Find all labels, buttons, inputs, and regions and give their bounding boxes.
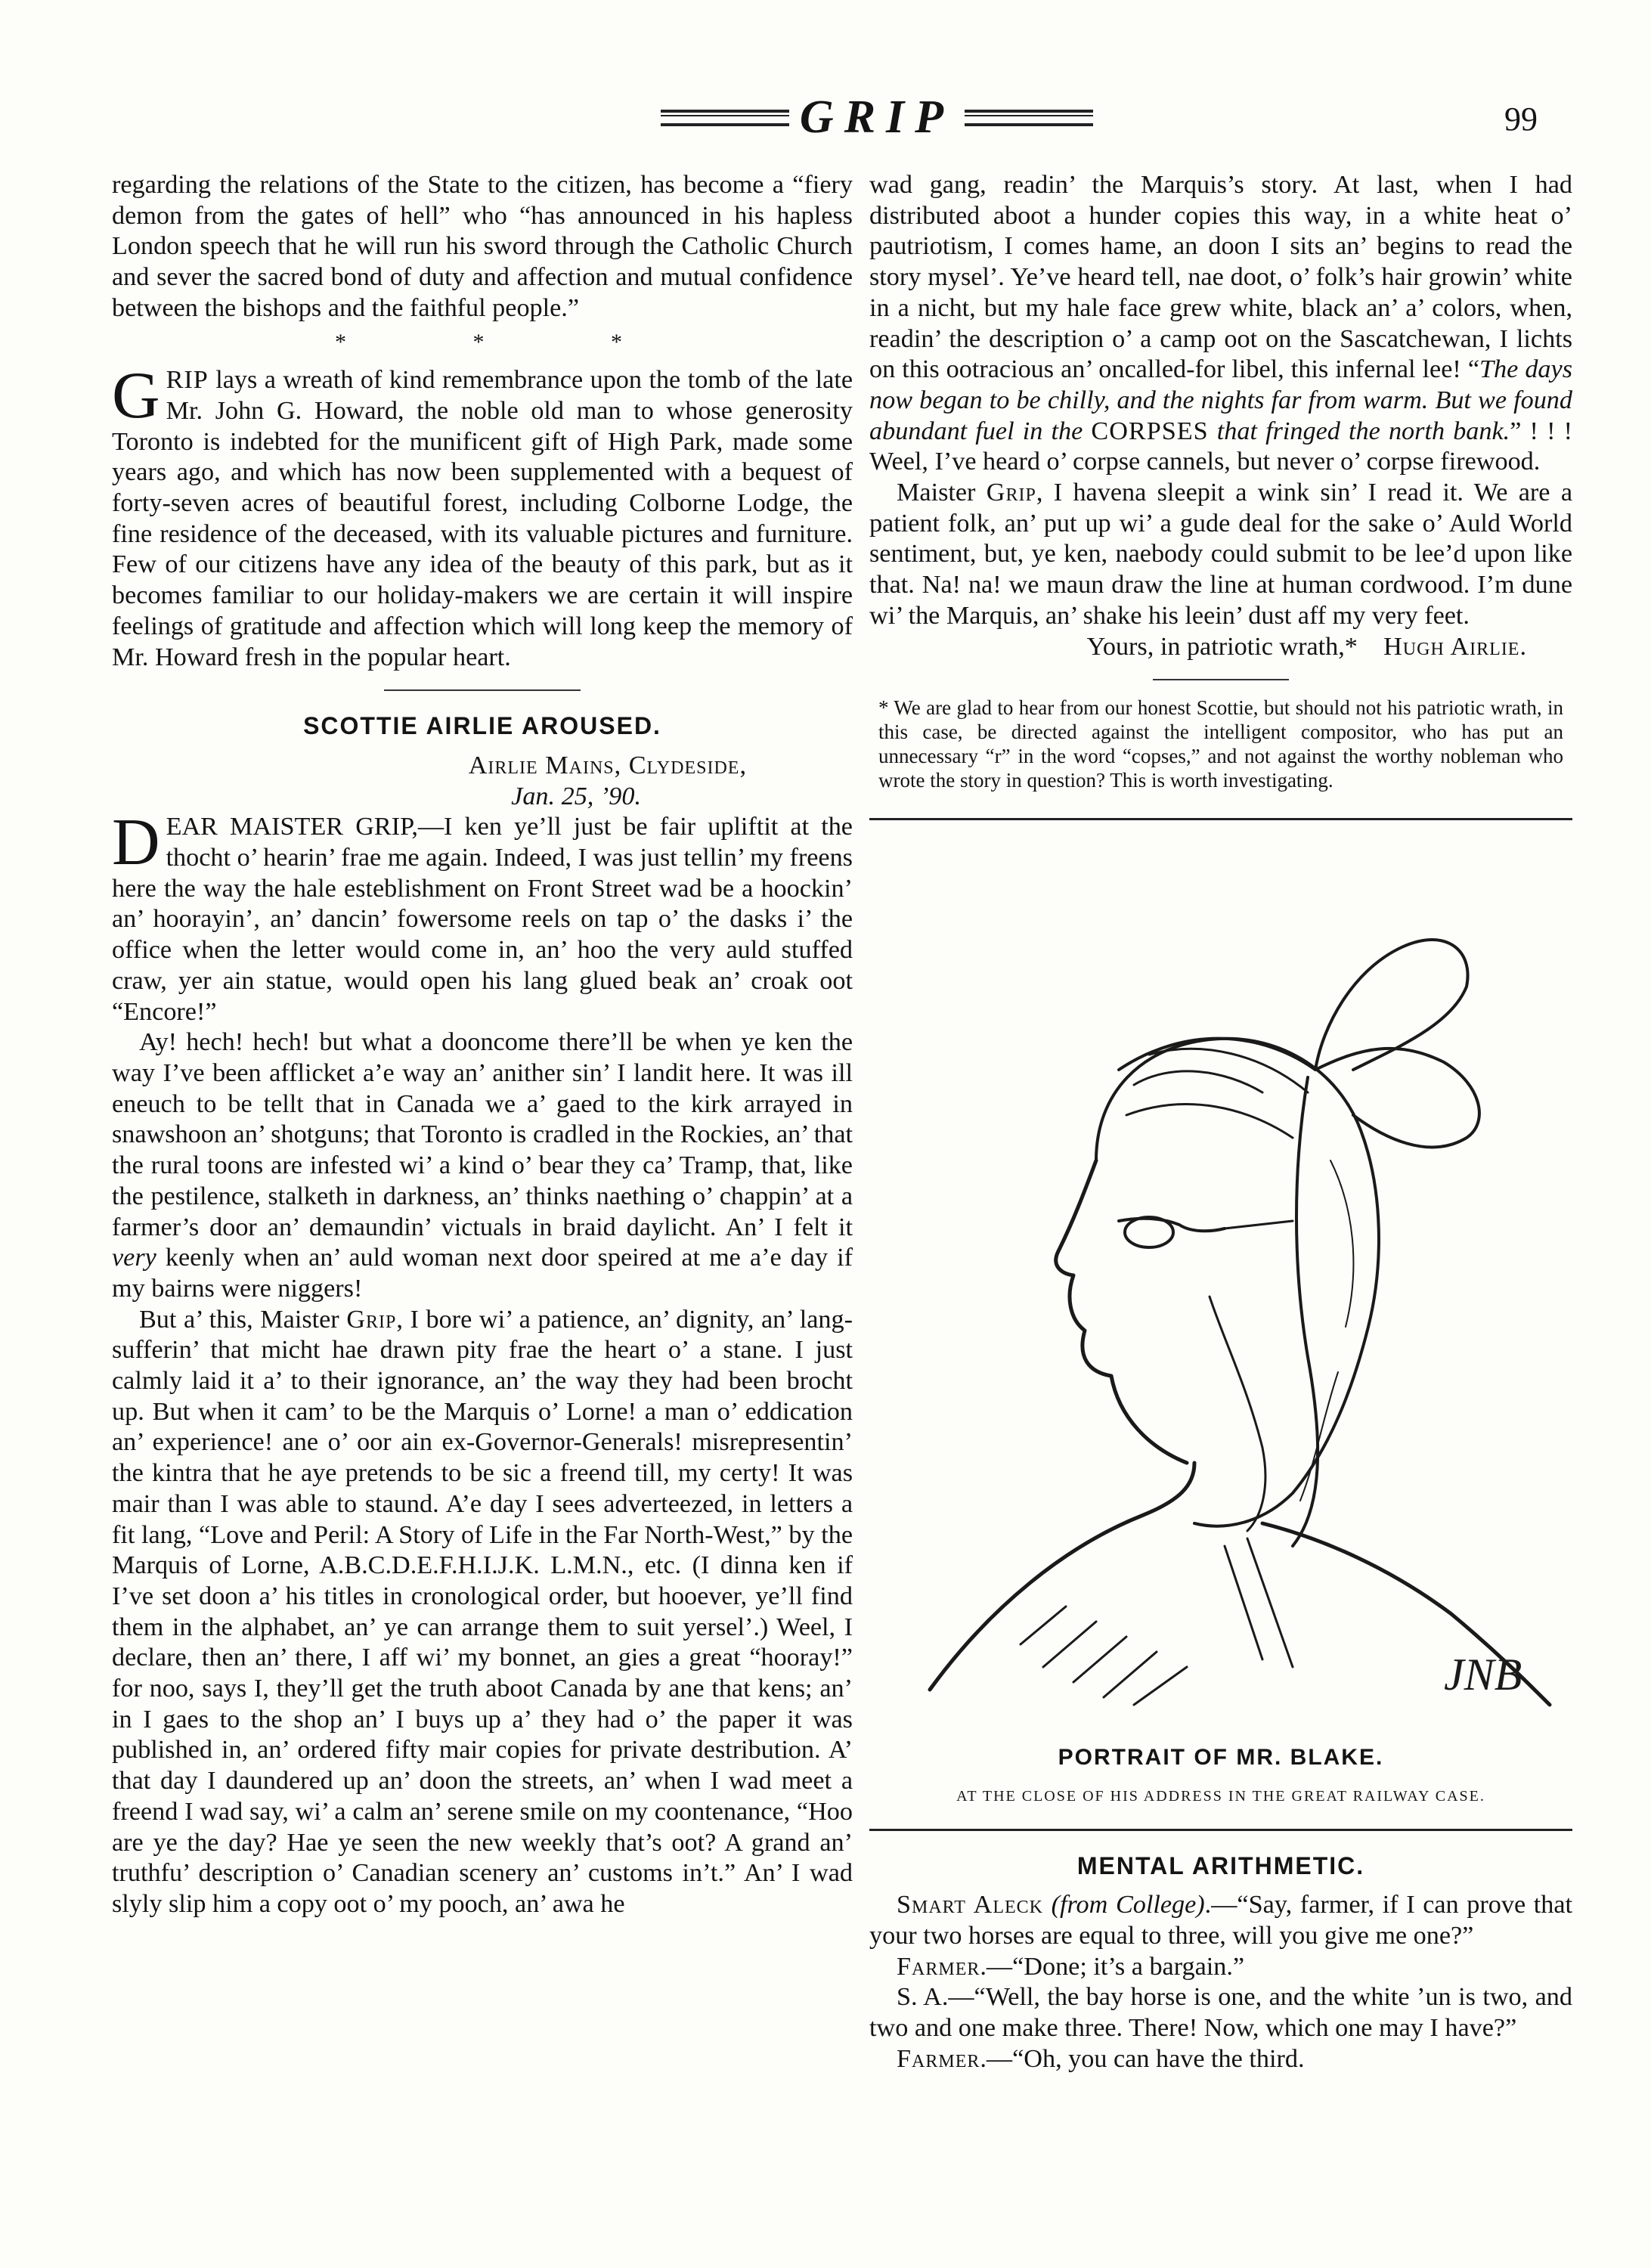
letter-opening [112,806,853,1027]
drop-cap-d: D [112,806,160,880]
letter-p2-text-b: keenly when an’ auld woman next door speired at me a’e day if my bairns were niggers! [112,1244,853,1303]
page-number: 99 [1504,101,1538,138]
bonnet-bow [1119,940,1479,1147]
speaker-name: Smart Aleck [897,1891,1043,1919]
howard-text: lays a wreath of kind remembrance upon the tomb of the late Mr. John G. Howard, the noble old man to whose generosity Toronto is indebted for the munificent gift of High Park, made some years ago, and which has now been supplemented with a bequest of forty-seven acres of beautiful forest, including Colborne Lodge, the fine residence of the deceased, with its valuable pictures and furniture. Few of our citizens have any idea of the beauty of this park, but as it becomes familiar to our holiday-makers we are certain it will inspire feelings of gratitude and affection which will long keep the memory of Mr. Howard fresh in the popular heart. [112,366,853,671]
word-corpses: CORPSES [1091,417,1209,445]
article-title-2: MENTAL ARITHMETIC. [1076,1851,1365,1879]
dialogue-line-4 [869,2044,1572,2075]
letter-p4-text-b: ” ! ! ! Weel, I’ve heard o’ corpse cannels, but never o’ corpse firewood. [869,417,1572,476]
masthead-rule-left [661,110,789,126]
speaker-name: Farmer [897,2044,980,2073]
drop-cap-g: G [112,359,160,433]
grip-smallcaps: RIP [166,366,209,395]
page-header [0,91,1651,159]
section-rule-2 [869,1829,1572,1831]
portrait-illustration [869,843,1572,1735]
dateline-place: Airlie Mains, Clydeside, [468,751,747,779]
hair-strokes [1126,1049,1308,1139]
masthead-title: GRIP [799,91,955,143]
dateline-date: Jan. 25, ’90. [511,782,641,810]
profile-line [1056,1160,1187,1463]
grip-smallcaps: Grip [346,1305,397,1334]
spectacles-arm [1225,1221,1293,1228]
quoted-passage-a: The days now began to be chilly, and the nights far from warm. But we found abundant fuel in the [869,355,1572,445]
grip-smallcaps: Grip [986,479,1036,507]
letter-p3-text-b: , I bore wi’ a patience, an’ dignity, an’ lang-sufferin’ that micht hae drawn pity frae the heart o’ a stane. I just calmly laid it a’ to their ignorance, an’ the way they had been brocht up. But when it cam’ to be the Marquis o’ Lorne! a man o’ eddication an’ experience! ane o’ oor ain ex-Governor-Generals! misrepresentin’ the kintra that he aye pretends to be sic a freend till, my certy! It was mair than I was able to staund. A’e day I sees adverteezed, in letters a fit lang, “Love and Peril: A Story of Life in the Far North-West,” by the Marquis of Lorne, A.B.C.D.E.F.H.I.J.K. L.M.N., etc. (I dinna ken if I’ve set doon a’ his titles in cronological order, but hooever, ye’ll find them in the alphabet, an’ ye can arrange them to suit yersel’.) Weel, I declare, then an’ there, I aff wi’ my bonnet, an gies a great “hooray!” for noo, says I, they’ll get the truth aboot Canada by ane that kens; an’ in I gaes to the shop an’ I buys up a’ they had o’ the paper it was published in, an’ ordered fifty mair copies for private destribution. A’ that day I daundered up an’ doon the streets, an’ when I wad meet a freend I wad say, wi’ a calm an’ serene smile on my coontenance, “Hoo are ye the day? Hae ye seen the new weekly that’s oot? A grand an’ truthfu’ description o’ Canadian scenery an’ customs in’t.” An’ I wad slyly slip him a copy oot o’ my pooch, an’ awa he [112,1305,853,1918]
article-title: SCOTTIE AIRLIE AROUSED. [303,712,661,740]
letter-paragraph-2 [112,1027,853,1304]
letter-paragraph-3 [112,1305,853,1920]
letter-p5-text-a: Maister [897,479,987,507]
artist-initials: JNB [1444,1650,1522,1700]
paragraph-continued: regarding the relations of the State to the citizen, has become a “fiery demon from the gates of hell” who “has announced in his hapless London speech that he will run his sword through the Catholic Church and sever the sacred bond of duty and affection and mutual confidence between the bishops and the faithful people.” [112,171,853,322]
letter-p5-text-b: , I havena sleepit a wink sin’ I read it. We are a patient folk, an’ put up wi’ a gude deal for the sake o’ Auld World sentiment, but, ye ken, naebody could submit to be lee’d upon like that. Na! na! we maun draw the line at human cordwood. I’m dune wi’ the Marquis, an’ shake his leein’ dust aff my very feet. [869,479,1572,630]
letter-opening-text: EAR MAISTER GRIP,—I ken ye’ll just be fair upliftit at the thocht o’ hearin’ frae me again. Indeed, I was just tellin’ my freens here the way the hale esteblishment on Front Street wad be a hoockin’ an’ hoorayin’, an’ dancin’ fowersome reels on tap o’ the dasks i’ the office when the letter would come in, an’ hoo the very auld stuffed craw, yer ain statue, would open his lang glued beak an’ croak oot “Encore!” [112,813,853,1026]
spectacles-lens [1125,1217,1173,1247]
dialogue-line-2 [869,1952,1572,1983]
separator-rule [384,689,581,691]
coat-hatching [1021,1606,1187,1705]
letter-p4-text-a: wad gang, readin’ the Marquis’s story. At last, when I had distributed aboot a hunder copies this way, in a white heat o’ pautriotism, I comes hame, an doon I sits an’ begins to read the story mysel’. Ye’ve heard tell, nae doot, o’ folk’s hair growin’ white in a nicht, but my hale face grew white, black an’ a’ colors, when, readin’ the description o’ a camp oot on the Sascatchewan, I lichts on this ootracious an’ oncalled-for libel, this infernal lee! “ [869,171,1572,384]
letter-p2-text-a: Ay! hech! hech! but what a dooncome there’ll be when ye ken the way I’ve been afflicket a’e way an’ anither sin’ I landit here. It was ill eneuch to be tellt that in Canada we a’ gaed to the kirk arrayed in snawshoon an’ shotguns; that Toronto is cradled in the Rockies, an’ that the rural toons are infested wi’ a kind o’ bear they ca’ Tramp, that, like the pestilence, stalketh in darkness, an’ thinks naething o’ chappin’ at a farmer’s door an’ demaundin’ victuals in braid daylicht. An’ I felt it [112,1028,853,1241]
dateline [112,751,853,812]
portrait-caption: PORTRAIT OF MR. BLAKE. [1058,1745,1384,1771]
letter-paragraph-5 [869,478,1572,632]
speaker-aside: (from College) [1051,1891,1205,1919]
letter-p3-text-a: But a’ this, Maister [139,1305,347,1334]
section-stars: * * * [335,329,683,355]
section-rule [869,818,1572,820]
quoted-passage-b: that fringed the north bank. [1208,417,1510,445]
dialogue-line-1 [869,1890,1572,1951]
bonnet-knot [1210,1297,1265,1531]
coat-line-front [930,1463,1194,1690]
portrait-subcaption: AT THE CLOSE OF HIS ADDRESS IN THE GREAT RAILWAY CASE. [956,1787,1485,1805]
footnote-rule [1153,679,1289,680]
masthead [612,91,1141,144]
collar-line [1225,1538,1293,1667]
letter-p2-emphasis: very [112,1244,156,1272]
letter-paragraph-4 [869,170,1572,478]
footnote: * We are glad to hear from our honest Scottie, but should not his patriotic wrath, in this case, be directed against the intelligent compositor, who has put an unnecessary “r” in the word “copses,” and not against the worthy nobleman who wrote the story in question? This is worth investigating. [878,696,1563,792]
signature-closing: Yours, in patriotic wrath,* [1086,632,1358,661]
signature [869,632,1572,663]
dialogue-text: .—“Oh, you can have the third. [980,2044,1305,2073]
signature-name: Hugh Airlie. [1383,632,1527,661]
paragraph-howard [112,359,853,673]
masthead-rule-right [965,110,1093,126]
dialogue-line-3: S. A.—“Well, the bay horse is one, and the white ’un is two, and two and one make three. There! Now, which one may I have?” [869,1983,1572,2043]
right-column [869,170,1572,2075]
speaker-name: Farmer [897,1952,980,1981]
shading-lines [1300,1160,1353,1501]
dialogue-text: .—“Done; it’s a bargain.” [980,1952,1245,1981]
left-column [112,170,853,1920]
portrait-drawing [869,843,1572,1735]
dialogue-text: .—“Say, farmer, if I can prove that your two horses are equal to three, will you give me one?” [869,1891,1573,1950]
